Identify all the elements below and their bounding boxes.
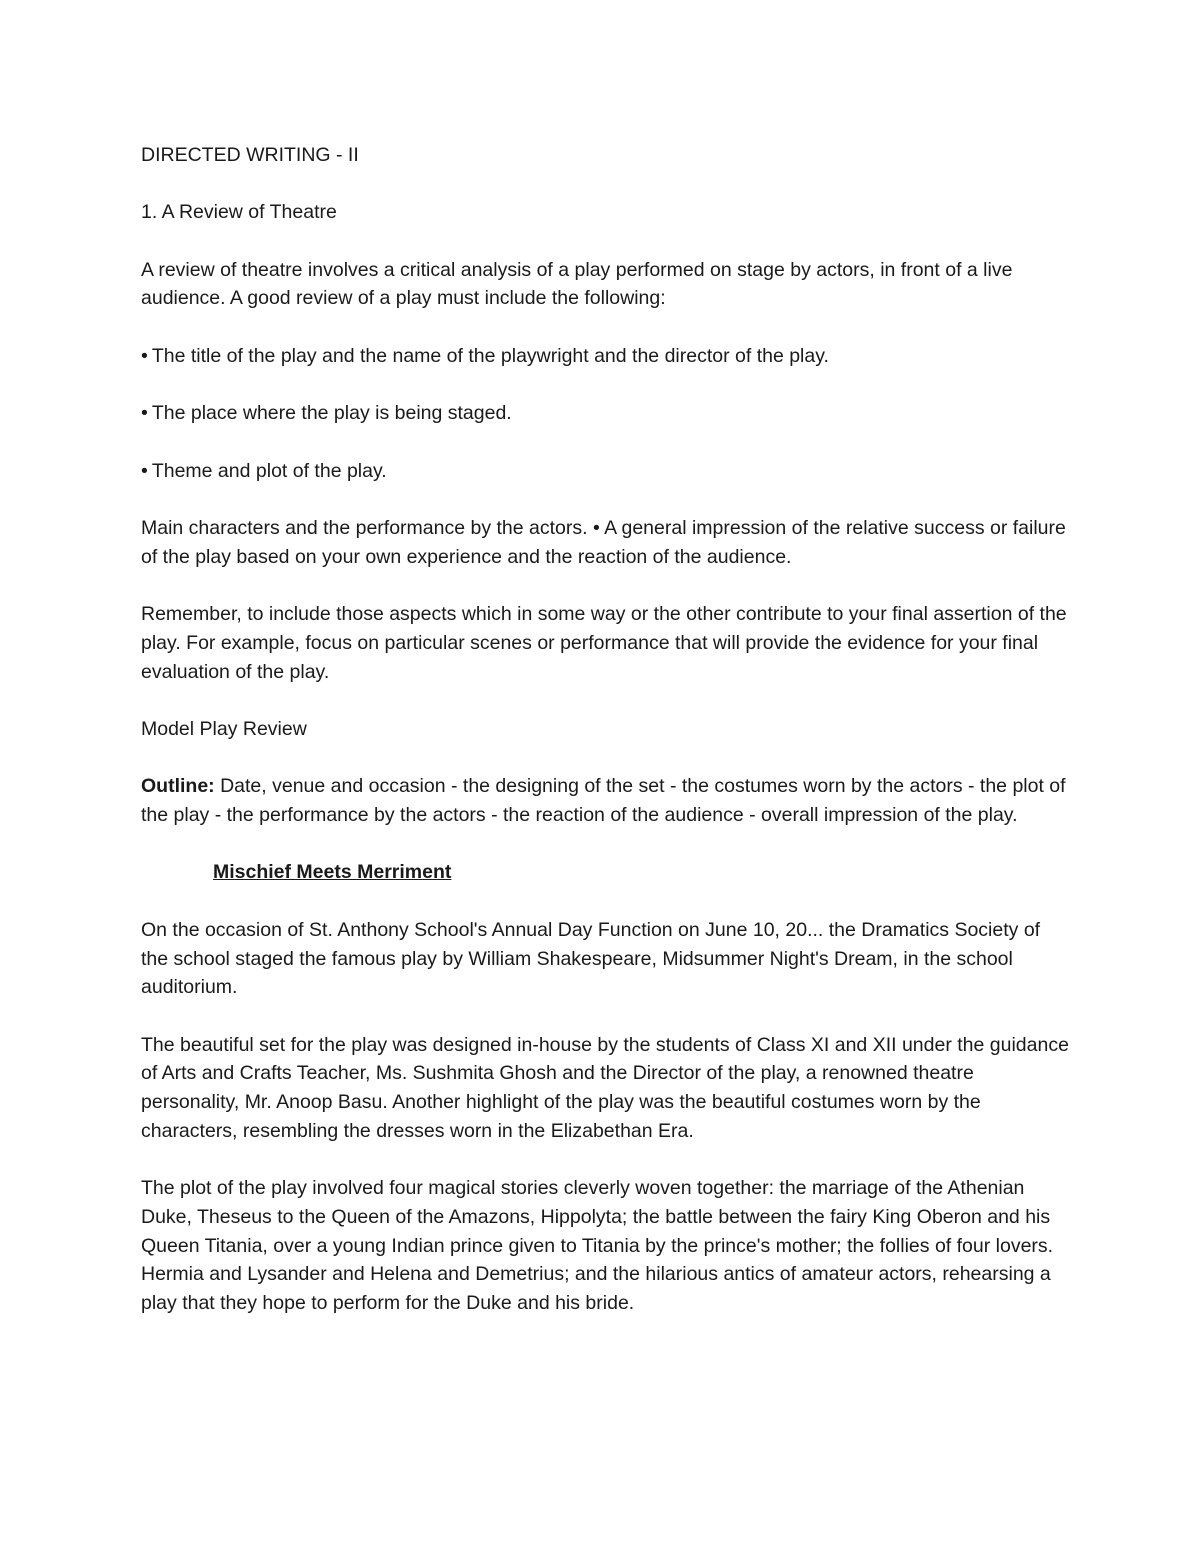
review-title-text: Mischief Meets Merriment bbox=[213, 861, 452, 884]
bullet-text: The title of the play and the name of the playwright and the director of the play. bbox=[151, 344, 829, 367]
review-paragraph: The plot of the play involved four magical stories cleverly woven together: the marriage of the Athenian Duke, Theseus to the Queen of the Amazons, Hippolyta; the battle between the fairy King Oberon and his Queen Titania, over a young Indian prince given to Titania by the prince's mother; the follies of four lovers. Hermia and Lysander and Helena and Demetrius; and the hilarious antics of amateur actors, rehearsing a play that they hope to perform for the Duke and his bride. bbox=[141, 1177, 1054, 1314]
bullet-icon: • bbox=[141, 402, 148, 425]
review-paragraph: The beautiful set for the play was designed in-house by the students of Class XI and XII under the guidance of Arts and Crafts Teacher, Ms. Sushmita Ghosh and the Director of the play, a renowned theatre personality, Mr. Anoop Basu. Another highlight of the play was the beautiful costumes worn by the characters, resembling the dresses worn in the Elizabethan Era. bbox=[141, 1033, 1069, 1142]
model-heading: Model Play Review bbox=[141, 717, 307, 740]
bullet-icon: • bbox=[141, 344, 148, 367]
section-heading: 1. A Review of Theatre bbox=[141, 201, 337, 224]
bullet-item bbox=[141, 342, 1071, 371]
document-page bbox=[141, 141, 1071, 1346]
outline-paragraph bbox=[141, 772, 1071, 829]
review-title bbox=[141, 858, 1071, 887]
bullet-item bbox=[141, 457, 1071, 486]
bullet-icon: • bbox=[141, 459, 148, 482]
bullet-text: Theme and plot of the play. bbox=[151, 459, 387, 482]
outline-text: Date, venue and occasion - the designing of the set - the costumes worn by the actors - the plot of the play - the performance by the actors - the reaction of the audience - overall impression of the play. bbox=[141, 775, 1066, 827]
review-paragraph: On the occasion of St. Anthony School's Annual Day Function on June 10, 20... the Dramatics Society of the school staged the famous play by William Shakespeare, Midsummer Night's Dream, in the school auditorium. bbox=[141, 918, 1041, 999]
bullet-item bbox=[141, 399, 1071, 428]
intro-paragraph: A review of theatre involves a critical analysis of a play performed on stage by actors, in front of a live audience. A good review of a play must include the following: bbox=[141, 258, 1013, 310]
bullet-text: The place where the play is being staged. bbox=[151, 402, 512, 425]
outline-label: Outline: bbox=[141, 775, 215, 798]
remember-paragraph: Remember, to include those aspects which in some way or the other contribute to your final assertion of the play. For example, focus on particular scenes or performance that will provide the evidence for your final evaluation of the play. bbox=[141, 603, 1067, 683]
document-title: DIRECTED WRITING - II bbox=[141, 144, 359, 166]
characters-paragraph: Main characters and the performance by the actors. • A general impression of the relative success or failure of the play based on your own experience and the reaction of the audience. bbox=[141, 517, 1066, 568]
